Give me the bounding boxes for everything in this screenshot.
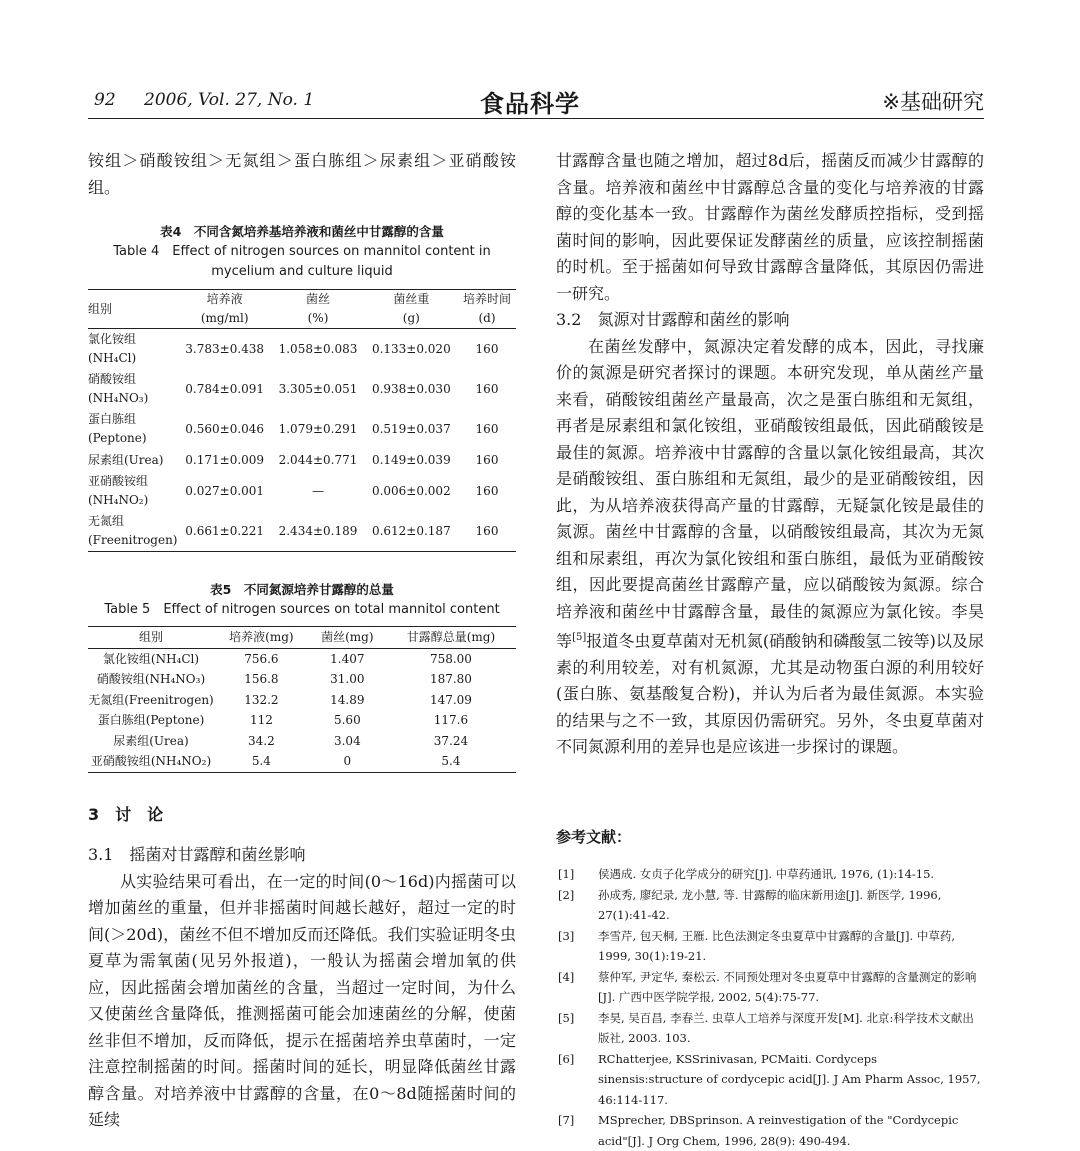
- intro-paragraph: 铵组＞硝酸铵组＞无氮组＞蛋白胨组＞尿素组＞亚硝酸铵组。: [88, 151, 516, 197]
- group-name: 氯化铵组: [88, 332, 137, 346]
- liquid-cell: 0.784±0.091: [185, 381, 265, 396]
- table-row: [88, 690, 516, 711]
- weight-cell: 0.133±0.020: [371, 341, 451, 356]
- reference-text: MSprecher, DBSprinson. A reinvestigation of the "Cordycepic acid"[J]. J Org Chem, 1996, 28(9): 490-494.: [598, 1113, 959, 1148]
- table4-caption-cn: 表4 不同含氮培养基培养液和菌丝中甘露醇的含量: [160, 224, 444, 239]
- header-label: 菌丝重: [393, 292, 430, 306]
- table-row: [88, 369, 516, 409]
- table4-header-cell: [271, 290, 364, 329]
- citation-link[interactable]: [5]: [572, 632, 587, 643]
- total-cell: 187.80: [429, 672, 472, 687]
- table5-caption-en: Table 5 Effect of nitrogen sources on total mannitol content: [104, 602, 500, 617]
- group-name: 亚硝酸铵组: [88, 474, 149, 488]
- header-label: 培养液: [206, 292, 243, 306]
- reference-text: 蔡仲军, 尹定华, 秦松云. 不同预处理对冬虫夏草中甘露醇的含量测定的影响[J]. 广西中医学院学报, 2002, 5(4):75-77.: [598, 969, 977, 1004]
- journal-issue: 2006, Vol. 27, No. 1: [144, 90, 315, 110]
- liquid-cell: 756.6: [244, 651, 279, 666]
- reference-text: 孙成秀, 廖纪录, 龙小慧, 等. 甘露醇的临床新用途[J]. 新医学, 1996, 27(1):41-42.: [598, 887, 942, 922]
- group-name: 尿素组(Urea): [88, 452, 164, 467]
- group-name: 蛋白胨组: [88, 412, 137, 426]
- header-unit: (%): [307, 311, 329, 325]
- subsection-heading: 3.1 摇菌对甘露醇和菌丝影响: [88, 845, 306, 864]
- group-cell: 尿素组(Urea): [113, 733, 189, 748]
- days-cell: 160: [475, 421, 499, 436]
- liquid-cell: 34.2: [248, 733, 275, 748]
- mycelium-cell: 31.00: [330, 672, 365, 687]
- liquid-cell: 5.4: [251, 754, 271, 769]
- table5-header-cell: 甘露醇总量(mg): [406, 630, 496, 645]
- reference-item: [556, 1049, 984, 1111]
- references-heading: 参考文献：: [556, 828, 632, 846]
- reference-number: [7]: [558, 1113, 575, 1127]
- reference-item: [556, 1110, 984, 1151]
- paragraph-text: 在菌丝发酵中，氮源决定着发酵的成本，因此，寻找廉价的氮源是研究者探讨的课题。本研究发现，单从菌丝产量来看，硝酸铵组菌丝产量最高，次之是蛋白胨组和无氮组，再者是尿素组和氯化铵组，亚硝酸铵组最低，因此硝酸铵是最佳的氮源。培养液中甘露醇的含量以氯化铵组最高，其次是硝酸铵组、蛋白胨组和无氮组，最少的是亚硝酸铵组，因此，为从培养液获得高产量的甘露醇，无疑氯化铵是最佳的氮源。菌丝中甘露醇的含量，以硝酸铵组最高，其次为无氮组和尿素组，再次为氯化铵组和蛋白胨组，最低为亚硝酸铵组，因此要提高菌丝甘露醇产量，应以硝酸铵为氮源。综合培养液和菌丝中甘露醇含量，最佳的氮源应为氯化铵。李昊等: [556, 336, 984, 651]
- table4-header-cell: [88, 290, 178, 329]
- weight-cell: 0.938±0.030: [371, 381, 451, 396]
- total-cell: 5.4: [441, 754, 461, 769]
- group-cell: [88, 369, 178, 409]
- section-label: ※基础研究: [882, 90, 984, 114]
- header-unit: (d): [478, 311, 496, 325]
- mycelium-cell: 1.058±0.083: [278, 341, 358, 356]
- table5-caption-cn: 表5 不同氮源培养甘露醇的总量: [210, 582, 394, 597]
- table-row: [88, 648, 516, 669]
- page-number: 92: [94, 90, 116, 110]
- group-cell: 无氮组(Freenitrogen): [88, 692, 214, 707]
- group-formula: (NH₄NO₃): [88, 391, 149, 405]
- group-formula: (NH₄Cl): [88, 351, 137, 365]
- liquid-cell: 156.8: [244, 672, 279, 687]
- table4-header-cell: [458, 290, 516, 329]
- group-cell: 亚硝酸铵组(NH₄NO₂): [90, 754, 212, 769]
- table4: [88, 289, 516, 552]
- reference-item: [556, 926, 984, 967]
- total-cell: 37.24: [433, 733, 469, 748]
- group-formula: (Peptone): [88, 431, 147, 445]
- weight-cell: 0.149±0.039: [371, 452, 451, 467]
- mycelium-cell: 1.407: [330, 651, 365, 666]
- reference-item: [556, 864, 984, 885]
- mycelium-cell: 5.60: [333, 713, 361, 728]
- mycelium-cell: 3.305±0.051: [278, 381, 358, 396]
- liquid-cell: 112: [249, 713, 273, 728]
- table-row: [88, 511, 516, 552]
- reference-number: [4]: [558, 969, 575, 984]
- header-unit: (g): [402, 311, 420, 325]
- table-row: [88, 329, 516, 370]
- left-column-intro: [88, 148, 516, 201]
- group-formula: (Freenitrogen): [88, 533, 178, 547]
- group-cell: [88, 511, 178, 552]
- table5: [88, 626, 516, 773]
- mycelium-cell: —: [311, 483, 324, 498]
- days-cell: 160: [475, 452, 499, 467]
- reference-text: 李昊, 吴百昌, 李春兰. 虫草人工培养与深度开发[M]. 北京:科学技术文献出版社, 2003. 103.: [598, 1010, 974, 1045]
- table-row: [88, 409, 516, 449]
- table5-header-cell: 菌丝(mg): [321, 630, 374, 645]
- table5-header-cell: 培养液(mg): [229, 630, 294, 645]
- header-rule: [88, 118, 984, 119]
- liquid-cell: 0.027±0.001: [185, 483, 265, 498]
- liquid-cell: 132.2: [244, 692, 279, 707]
- days-cell: 160: [475, 483, 499, 498]
- weight-cell: 0.612±0.187: [371, 523, 451, 538]
- group-cell: 硝酸铵组(NH₄NO₃): [96, 672, 206, 687]
- header-label: 菌丝: [305, 292, 330, 306]
- mycelium-cell: 2.044±0.771: [278, 452, 358, 467]
- section-heading: 3 讨 论: [88, 805, 164, 824]
- subsection-heading: 3.2 氮源对甘露醇和菌丝的影响: [556, 310, 790, 329]
- group-name: 无氮组: [88, 514, 125, 528]
- table-row: [88, 751, 516, 772]
- mycelium-cell: 1.079±0.291: [278, 421, 358, 436]
- weight-cell: 0.006±0.002: [371, 483, 451, 498]
- group-cell: [88, 449, 178, 471]
- left-column-discussion: [88, 842, 516, 1134]
- group-cell: 氯化铵组(NH₄Cl): [102, 651, 200, 666]
- table-row: [88, 710, 516, 731]
- days-cell: 160: [475, 381, 499, 396]
- group-cell: 蛋白胨组(Peptone): [97, 713, 205, 728]
- references-list: [556, 864, 984, 1151]
- group-cell: [88, 329, 178, 370]
- table-row: [88, 449, 516, 471]
- reference-number: [3]: [558, 928, 575, 943]
- header-label: 组别: [88, 301, 113, 316]
- table4-caption: [88, 222, 516, 282]
- paragraph-text: 报道冬虫夏草菌对无机氮(硝酸钠和磷酸氢二铵等)以及尿素的利用较差，对有机氮源，尤其是动物蛋白源的利用较好(蛋白胨、氨基酸复合粉)，并认为后者为最佳氮源。本实验的结果与之不一致，其原因仍需研究。另外，冬虫夏草菌对不同氮源利用的差异也是应该进一步探讨的课题。: [556, 631, 984, 757]
- header-label: 培养时间: [462, 292, 511, 306]
- body-paragraph: 甘露醇含量也随之增加，超过8d后，摇菌反而减少甘露醇的含量。培养液和菌丝中甘露醇总含量的变化与培养液的甘露醇的变化基本一致。甘露醇作为菌丝发酵质控指标，受到摇菌时间的影响，因此要保证发酵菌丝的质量，应该控制摇菌的时机。至于摇菌如何导致甘露醇含量降低，其原因仍需进一研究。: [556, 151, 984, 303]
- mycelium-cell: 3.04: [333, 733, 361, 748]
- reference-number: [6]: [558, 1051, 575, 1066]
- table5-caption: [88, 580, 516, 620]
- header-unit: (mg/ml): [200, 311, 249, 325]
- journal-name: 食品科学: [480, 90, 580, 118]
- table5-header-cell: 组别: [138, 630, 163, 645]
- right-column: [556, 148, 984, 761]
- group-name: 硝酸铵组: [88, 372, 137, 386]
- table4-caption-en: Table 4 Effect of nitrogen sources on mannitol content in mycelium and culture liquid: [113, 244, 491, 279]
- table-row: [88, 471, 516, 511]
- reference-number: [5]: [558, 1010, 575, 1025]
- table4-header-cell: [178, 290, 271, 329]
- liquid-cell: 0.171±0.009: [185, 452, 265, 467]
- body-paragraph: [556, 334, 984, 761]
- days-cell: 160: [475, 523, 499, 538]
- liquid-cell: 0.560±0.046: [185, 421, 265, 436]
- group-cell: [88, 471, 178, 511]
- body-paragraph: 从实验结果可看出，在一定的时间(0～16d)内摇菌可以增加菌丝的重量，但并非摇菌时间越长越好，超过一定的时间(＞20d)，菌丝不但不增加反而还降低。我们实验证明冬虫夏草为需氧菌(见另外报道)，一般认为摇菌会增加氧的供应，因此摇菌会增加菌丝的含量，当超过一定时间，为什么又使菌丝含量降低，推测摇菌可能会加速菌丝的分解，使菌丝非但不增加，反而降低，提示在摇菌培养虫草菌时，一定注意控制摇菌的时间。摇菌时间的延长，明显降低菌丝甘露醇含量。对培养液中甘露醇的含量，在0～8d随摇菌时间的延续: [88, 871, 516, 1129]
- weight-cell: 0.519±0.037: [371, 421, 451, 436]
- reference-number: [2]: [558, 887, 575, 902]
- reference-text: RChatterjee, KSSrinivasan, PCMaiti. Cordyceps sinensis:structure of cordycepic acid[J]. J Am Pharm Assoc, 1957, 46:114-117.: [598, 1051, 981, 1107]
- reference-text: 李雪芹, 包天桐, 王雁. 比色法测定冬虫夏草中甘露醇的含量[J]. 中草药, 1999, 30(1):19-21.: [598, 928, 955, 963]
- mycelium-cell: 14.89: [330, 692, 365, 707]
- table5-header-row: [88, 627, 516, 649]
- group-cell: [88, 409, 178, 449]
- running-header: [88, 86, 984, 116]
- table4-header-cell: [365, 290, 458, 329]
- reference-text: 侯遇成. 女贞子化学成分的研究[J]. 中草药通讯, 1976, (1):14-15.: [598, 867, 935, 881]
- total-cell: 117.6: [433, 713, 469, 728]
- reference-item: [556, 1008, 984, 1049]
- reference-number: [1]: [558, 867, 575, 881]
- table4-header-row: [88, 290, 516, 329]
- table-row: [88, 731, 516, 752]
- liquid-cell: 3.783±0.438: [185, 341, 265, 356]
- table-row: [88, 669, 516, 690]
- days-cell: 160: [475, 341, 499, 356]
- total-cell: 758.00: [429, 651, 472, 666]
- mycelium-cell: 2.434±0.189: [278, 523, 358, 538]
- mycelium-cell: 0: [343, 754, 352, 769]
- liquid-cell: 0.661±0.221: [185, 523, 265, 538]
- reference-item: [556, 885, 984, 926]
- group-formula: (NH₄NO₂): [88, 493, 149, 507]
- reference-item: [556, 967, 984, 1008]
- total-cell: 147.09: [429, 692, 472, 707]
